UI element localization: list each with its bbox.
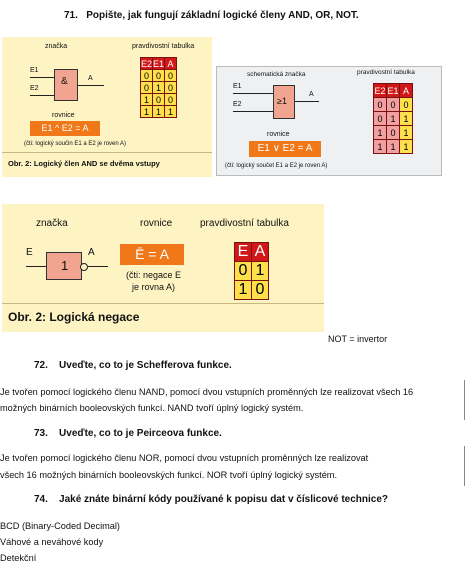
truth-table-row xyxy=(374,112,413,126)
question-text: Uveďte, co to je Peirceova funkce. xyxy=(59,428,222,439)
truth-table-cell: 1 xyxy=(153,106,165,118)
truth-table-cell: 1 xyxy=(252,262,269,281)
question-73 xyxy=(34,428,222,439)
truth-table-row xyxy=(141,94,177,106)
label-equation: rovnice xyxy=(52,112,75,119)
truth-table-row xyxy=(141,70,177,82)
label-symbol: značka xyxy=(45,43,68,50)
truth-table-cell: 1 xyxy=(141,94,153,106)
truth-table-cell: 0 xyxy=(153,94,165,106)
truth-table-cell: 0 xyxy=(141,70,153,82)
label-table: pravdivostní tabulka xyxy=(132,43,195,50)
truth-table-cell: 0 xyxy=(165,94,177,106)
figure-not-gate xyxy=(2,204,324,332)
truth-table-or xyxy=(373,83,413,154)
truth-table-cell: 1 xyxy=(374,140,387,154)
label-equation: rovnice xyxy=(267,131,290,138)
truth-table-cell: 1 xyxy=(387,112,400,126)
truth-table-cell: 1 xyxy=(387,140,400,154)
question-74 xyxy=(34,494,388,505)
truth-table-row xyxy=(141,82,177,94)
answer-74-item: Váhové a neváhové kody xyxy=(0,537,104,547)
truth-table-cell: 1 xyxy=(400,126,413,140)
truth-table-cell: 0 xyxy=(374,112,387,126)
answer-73-line-1: Je tvořen pomocí logického členu NOR, pomocí dvou vstupních proměnných lze realizovat xyxy=(0,453,369,463)
label-symbol: schematická značka xyxy=(247,71,306,78)
input-label-e1: E1 xyxy=(30,67,39,74)
truth-table-cell: 0 xyxy=(387,126,400,140)
truth-table-cell: 1 xyxy=(141,106,153,118)
truth-table-cell: 0 xyxy=(153,70,165,82)
label-equation: rovnice xyxy=(140,218,173,229)
truth-table-header: E1 xyxy=(387,85,399,96)
figure-caption: Obr. 2: Logický člen AND se dvěma vstupy xyxy=(8,159,160,168)
truth-table-row xyxy=(374,140,413,154)
output-label: A xyxy=(88,247,95,258)
gate-symbol: & xyxy=(61,76,68,87)
label-table: pravdivostní tabulka xyxy=(200,218,289,229)
not-note: NOT = invertor xyxy=(328,334,388,344)
equation: Ē = A xyxy=(120,244,184,265)
answer-72-line-1: Je tvořen pomocí logického členu NAND, pomocí dvou vstupních proměnných lze realizovat všech 16 xyxy=(0,387,414,397)
question-number: 74. xyxy=(34,494,48,505)
truth-table-header: E2 xyxy=(141,58,153,69)
equation: E1 ^ E2 = A xyxy=(30,121,100,136)
truth-table-header: E1 xyxy=(153,58,165,69)
figure-and-gate xyxy=(2,37,212,177)
question-number: 72. xyxy=(34,360,48,371)
answer-74-item: BCD (Binary-Coded Decimal) xyxy=(0,521,120,531)
question-text: Jaké znáte binární kódy používané k popisu dat v číslicové technice? xyxy=(59,494,389,505)
equation-note: (čti: logický součin E1 a E2 je roven A) xyxy=(24,141,127,147)
note-line-2: je rovna A) xyxy=(132,282,176,292)
input-label-e2: E2 xyxy=(30,85,39,92)
figure-caption: Obr. 2: Logická negace xyxy=(8,310,140,324)
question-text: Uveďte, co to je Schefferova funkce. xyxy=(59,360,232,371)
truth-table-header: E2 xyxy=(374,85,386,96)
truth-table-cell: 0 xyxy=(235,262,252,281)
truth-table-cell: 0 xyxy=(374,98,387,112)
gate-symbol: ≥1 xyxy=(277,96,287,106)
truth-table-cell: 0 xyxy=(165,82,177,94)
equation: E1 ∨ E2 = A xyxy=(249,141,321,157)
answer-73-line-2: všech 16 možných binárních booleovských funkcí. NOR tvoří úplný logický systém. xyxy=(0,470,338,480)
truth-table-header: E xyxy=(235,243,252,262)
truth-table-cell: 0 xyxy=(252,281,269,300)
truth-table-row xyxy=(374,98,413,112)
not-gate-symbol xyxy=(46,252,82,280)
truth-table-cell: 0 xyxy=(165,70,177,82)
note-line-1: (čti: negace E xyxy=(126,270,182,280)
input-label-e2: E2 xyxy=(233,101,242,108)
truth-table-row xyxy=(141,106,177,118)
input-label: E xyxy=(26,247,33,258)
figure-or-gate xyxy=(216,66,442,176)
truth-table-not xyxy=(234,242,269,300)
truth-table-row xyxy=(235,262,269,281)
truth-table-cell: 0 xyxy=(387,98,400,112)
truth-table-cell: 0 xyxy=(141,82,153,94)
truth-table-row xyxy=(374,126,413,140)
truth-table-cell: 1 xyxy=(153,82,165,94)
question-text: Popište, jak fungují základní logické členy AND, OR, NOT. xyxy=(86,10,359,21)
truth-table-and xyxy=(140,57,177,118)
truth-table-header: A xyxy=(400,84,413,98)
truth-table-header: A xyxy=(252,243,269,262)
and-gate-symbol xyxy=(54,69,78,101)
input-label-e1: E1 xyxy=(233,83,242,90)
label-symbol: značka xyxy=(36,218,68,229)
truth-table-header: A xyxy=(165,58,177,70)
or-gate-symbol xyxy=(273,85,295,119)
question-72 xyxy=(34,360,232,371)
truth-table-cell: 1 xyxy=(165,106,177,118)
question-71 xyxy=(64,10,359,21)
equation-note: (čti: logický součet E1 a E2 je roven A) xyxy=(225,163,328,169)
truth-table-cell: 0 xyxy=(400,98,413,112)
question-number: 71. xyxy=(64,10,78,21)
label-table: pravdivostní tabulka xyxy=(357,69,415,76)
gate-symbol: 1 xyxy=(61,258,69,273)
answer-72-line-2: možných binárních booleovských funkcí. NAND tvoří úplný logický systém. xyxy=(0,403,304,413)
truth-table-cell: 1 xyxy=(400,140,413,154)
output-label: A xyxy=(309,91,314,98)
output-label: A xyxy=(88,75,93,82)
truth-table-cell: 1 xyxy=(374,126,387,140)
answer-74-item: Detekční xyxy=(0,553,37,563)
question-number: 73. xyxy=(34,428,48,439)
truth-table-cell: 1 xyxy=(400,112,413,126)
truth-table-cell: 1 xyxy=(235,281,252,300)
truth-table-row xyxy=(235,281,269,300)
